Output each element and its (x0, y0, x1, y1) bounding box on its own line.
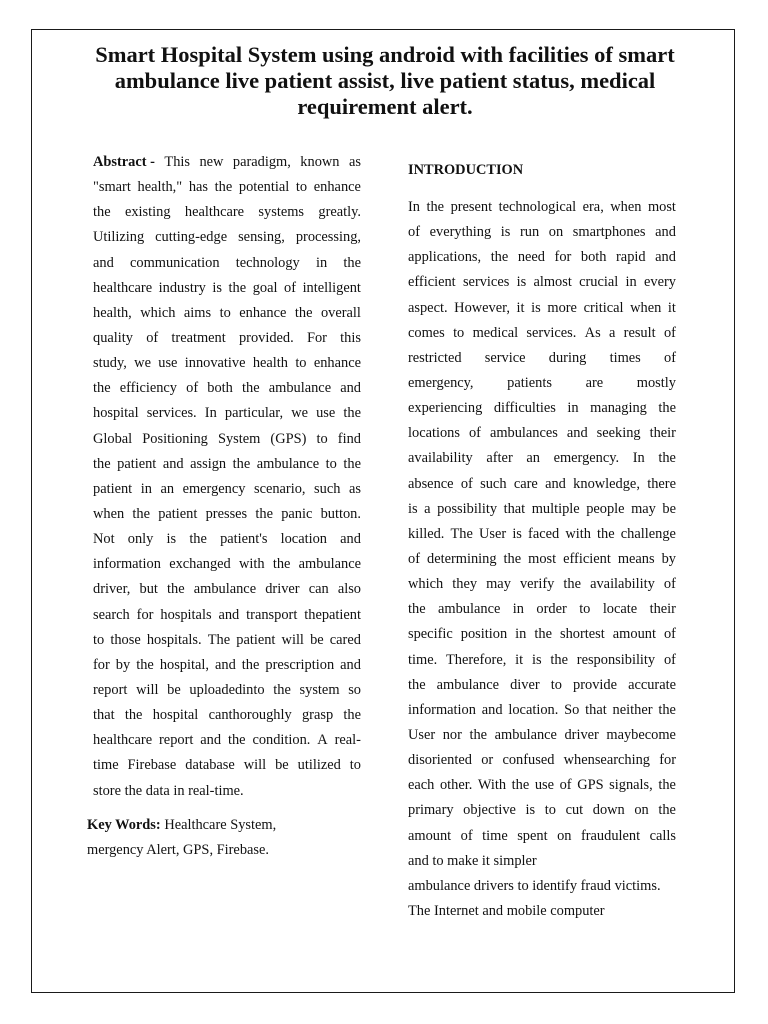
intro-line: disoriented or confused whensearching for (408, 752, 676, 769)
intro-line: experiencing difficulties in managing the (408, 400, 676, 417)
abstract-line: the patient and assign the ambulance to the (93, 455, 361, 472)
intro-line: efficient services is almost crucial in every (408, 274, 676, 291)
abstract-line: for by the hospital, and the prescription and (93, 656, 361, 673)
abstract-line: healthcare report and the condition. A real- (93, 732, 361, 749)
abstract-section (93, 150, 361, 804)
abstract-line: "smart health," has the potential to enhance (93, 179, 361, 196)
intro-line: primary objective is to cut down on the (408, 802, 676, 819)
abstract-line: to those hospitals. The patient will be cared (93, 631, 361, 648)
intro-line: information and location. So that neither the (408, 701, 676, 718)
intro-line: absence of such care and knowledge, there (408, 475, 676, 492)
abstract-label: Abstract - (93, 154, 155, 170)
abstract-line: study, we use innovative health to enhance (93, 355, 361, 372)
intro-line: and to make it simpler (408, 852, 537, 869)
abstract-line: search for hospitals and transport thepatient (93, 606, 361, 623)
abstract-line: that the hospital canthoroughly grasp the (93, 707, 361, 724)
abstract-line: Utilizing cutting-edge sensing, processing, (93, 229, 361, 246)
abstract-line: hospital services. In particular, we use the (93, 405, 361, 422)
intro-line: the ambulance in order to locate their (408, 601, 676, 618)
introduction-section (408, 195, 676, 924)
abstract-line: health, which aims to enhance the overall (93, 304, 361, 321)
keywords-line (87, 813, 276, 838)
intro-line: amount of time spent on fraudulent calls (408, 827, 676, 844)
paper-title: Smart Hospital System using android with facilities of smart ambulance live patient assist, live patient status, medical requirement alert. (95, 42, 675, 119)
intro-line: In the present technological era, when most (408, 199, 676, 215)
abstract-line: when the patient presses the panic button. (93, 505, 361, 522)
intro-line: applications, the need for both rapid and (408, 249, 676, 266)
intro-line: locations of ambulances and seeking their (408, 425, 676, 442)
abstract-line: the existing healthcare systems greatly. (93, 204, 361, 221)
intro-line: which they may verify the availability of (408, 576, 676, 593)
keywords-section (87, 813, 276, 863)
keywords-label: Key Words: (87, 817, 161, 833)
intro-line: is a possibility that multiple people may be (408, 500, 676, 517)
abstract-line: report will be uploadedinto the system so (93, 681, 361, 698)
intro-line: restricted service during times of (408, 349, 676, 366)
abstract-line: Abstract - This new paradigm, known as (93, 150, 361, 175)
keywords-line: mergency Alert, GPS, Firebase. (87, 842, 269, 858)
intro-line: of determining the most efficient means by (408, 550, 676, 567)
abstract-line: healthcare industry is the goal of intelligent (93, 279, 361, 296)
intro-line: ambulance drivers to identify fraud victims. (408, 877, 661, 894)
intro-line: comes to medical services. As a result of (408, 324, 676, 341)
intro-line: emergency, patients are mostly (408, 374, 676, 391)
intro-line: of everything is run on smartphones and (408, 224, 676, 241)
introduction-heading: INTRODUCTION (408, 162, 524, 178)
intro-line: each other. With the use of GPS signals, the (408, 777, 676, 794)
intro-line: availability after an emergency. In the (408, 450, 676, 467)
keywords-text: Healthcare System, (164, 817, 277, 833)
intro-line: time. Therefore, it is the responsibility of (408, 651, 676, 668)
abstract-line: patient in an emergency scenario, such as (93, 480, 361, 497)
abstract-line: time Firebase database will be utilized to (93, 757, 361, 774)
intro-line: aspect. However, it is more critical when it (408, 299, 676, 316)
abstract-line: and communication technology in the (93, 254, 361, 271)
abstract-line: the efficiency of both the ambulance and (93, 380, 361, 397)
intro-line: User nor the ambulance driver maybecome (408, 726, 676, 743)
intro-line: The Internet and mobile computer (408, 902, 605, 919)
intro-line: specific position in the shortest amount of (408, 626, 676, 643)
abstract-line: Global Positioning System (GPS) to find (93, 430, 361, 447)
abstract-line: Not only is the patient's location and (93, 531, 361, 548)
intro-line: killed. The User is faced with the challenge (408, 525, 676, 542)
abstract-line: driver, but the ambulance driver can also (93, 581, 361, 598)
abstract-line: information exchanged with the ambulance (93, 556, 361, 573)
abstract-line: quality of treatment provided. For this (93, 329, 361, 346)
abstract-line: store the data in real-time. (93, 782, 244, 799)
intro-line: the ambulance diver to provide accurate (408, 676, 676, 693)
